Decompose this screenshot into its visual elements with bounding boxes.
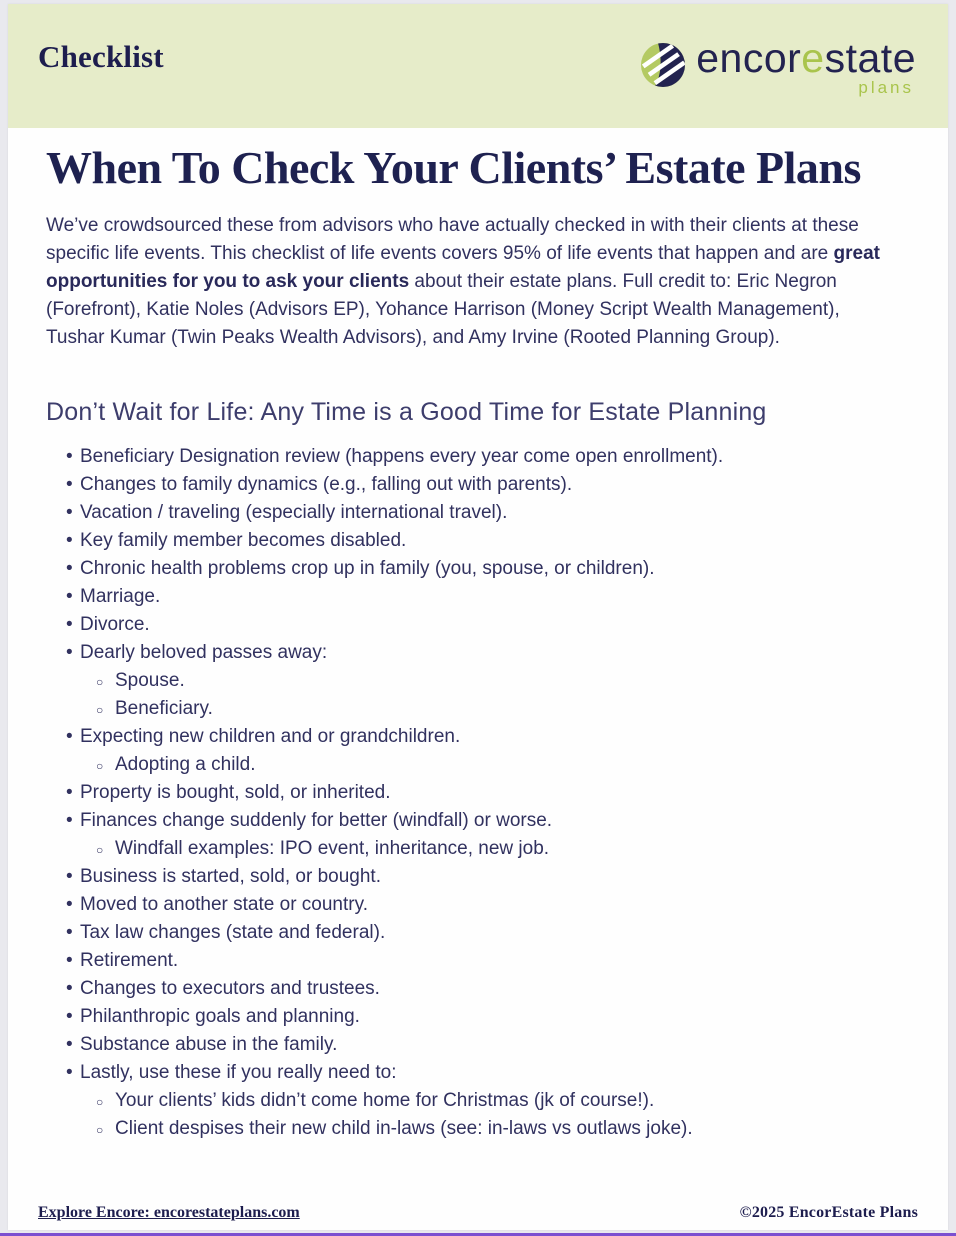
intro-paragraph — [46, 212, 881, 352]
encorestate-globe-icon — [640, 42, 686, 88]
list-item: • Changes to executors and trustees. — [46, 975, 910, 1003]
list-item: • Divorce. — [46, 611, 910, 639]
copyright-text: ©2025 EncorEstate Plans — [739, 1204, 918, 1221]
page-footer — [38, 1204, 918, 1222]
list-subitem: ○ Windfall examples: IPO event, inheritance, new job. — [46, 835, 910, 863]
content-area — [8, 128, 948, 1143]
list-item: • Substance abuse in the family. — [46, 1031, 910, 1059]
list-item: • Changes to family dynamics (e.g., falling out with parents). — [46, 471, 910, 499]
list-subitem: ○ Beneficiary. — [46, 695, 910, 723]
logo-name-part2: state — [824, 35, 916, 82]
list-item: • Lastly, use these if you really need to: — [46, 1059, 910, 1087]
list-subitem: ○ Client despises their new child in-laws (see: in-laws vs outlaws joke). — [46, 1115, 910, 1143]
list-item: • Vacation / traveling (especially international travel). — [46, 499, 910, 527]
list-item: • Key family member becomes disabled. — [46, 527, 910, 555]
logo-text — [696, 36, 916, 97]
list-item: • Dearly beloved passes away: — [46, 639, 910, 667]
doc-type-label: Checklist — [38, 39, 164, 74]
logo-wordmark — [696, 36, 916, 81]
list-item: • Business is started, sold, or bought. — [46, 863, 910, 891]
list-subitem: ○ Spouse. — [46, 667, 910, 695]
list-subitem: ○ Your clients’ kids didn’t come home for Christmas (jk of course!). — [46, 1087, 910, 1115]
logo-subtitle: plans — [858, 77, 914, 97]
intro-text-bold: great opportunities for you to ask your clients — [46, 242, 880, 292]
explore-encore-link[interactable]: Explore Encore: encorestateplans.com — [38, 1204, 300, 1221]
section-heading: Don’t Wait for Life: Any Time is a Good Time for Estate Planning — [46, 397, 767, 426]
list-item: • Retirement. — [46, 947, 910, 975]
list-item: • Expecting new children and or grandchildren. — [46, 723, 910, 751]
list-item: • Philanthropic goals and planning. — [46, 1003, 910, 1031]
list-item: • Beneficiary Designation review (happens every year come open enrollment). — [46, 443, 910, 471]
list-item: • Property is bought, sold, or inherited. — [46, 779, 910, 807]
life-events-list — [46, 443, 910, 1143]
list-item: • Marriage. — [46, 583, 910, 611]
intro-text-before: We’ve crowdsourced these from advisors who have actually checked in with their clients at these specific life events. This checklist of life events covers 95% of life events that happen and are — [46, 214, 859, 264]
list-item: • Chronic health problems crop up in family (you, spouse, or children). — [46, 555, 910, 583]
encorestate-logo — [640, 36, 916, 97]
page-title: When To Check Your Clients’ Estate Plans — [46, 142, 861, 193]
page-header — [8, 4, 948, 128]
list-item: • Finances change suddenly for better (windfall) or worse. — [46, 807, 910, 835]
list-item: • Tax law changes (state and federal). — [46, 919, 910, 947]
logo-name-accent: e — [801, 35, 825, 82]
page-sheet — [8, 4, 948, 1230]
list-item: • Moved to another state or country. — [46, 891, 910, 919]
intro-text-after: about their estate plans. Full credit to: Eric Negron (Forefront), Katie Noles (Advisors EP), Yohance Harrison (Money Script Wealth Management), Tushar Kumar (Twin Peaks Wealth Advisors), and Amy Irvine (Rooted Planning Group). — [46, 270, 840, 348]
logo-name-part1: encor — [696, 35, 802, 82]
list-subitem: ○ Adopting a child. — [46, 751, 910, 779]
